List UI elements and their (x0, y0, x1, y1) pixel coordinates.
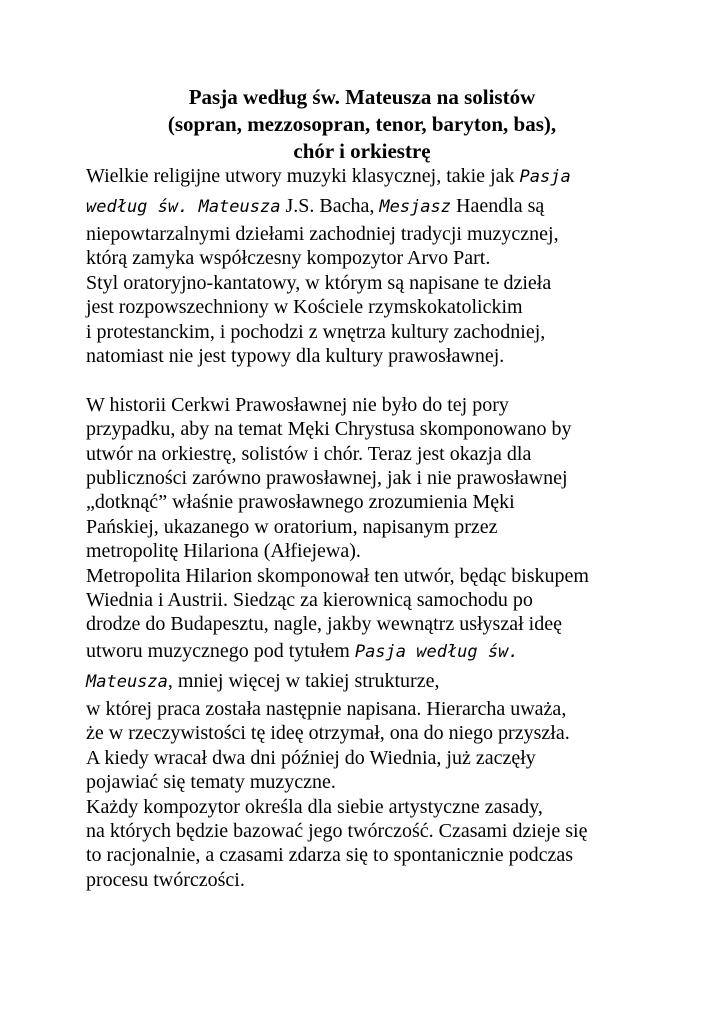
text-line (86, 162, 706, 192)
document-body (86, 162, 706, 892)
paragraph-composition (86, 564, 706, 795)
work-title: Pasja (519, 167, 571, 187)
text-line: na których będzie bazować jego twórczość. Czasami dzieje się (86, 819, 588, 842)
text-line (86, 192, 706, 222)
title-line: Pasja według św. Mateusza na solistów (188, 85, 536, 109)
text-line: i protestanckim, i pochodzi z wnętrza kultury zachodniej, (86, 320, 546, 343)
work-title: według św. Mateusza (86, 197, 281, 217)
text-line: „dotknąć” właśnie prawosławnego zrozumienia Męki (86, 491, 515, 514)
text-line: Styl oratoryjno-kantatowy, w którym są napisane te dzieła (86, 271, 552, 294)
paragraph-spacer (86, 368, 706, 392)
title-line: (sopran, mezzosopran, tenor, baryton, bas), (167, 112, 557, 136)
text-line: procesu twórczości. (86, 868, 245, 891)
text-line: to racjonalnie, a czasami zdarza się to spontanicznie podczas (86, 844, 573, 867)
text-line: Wiednia i Austrii. Siedząc za kierownicą samochodu po (86, 589, 533, 612)
text-run: , mniej więcej w takiej strukturze, (167, 669, 440, 692)
text-line (86, 667, 706, 697)
text-line (86, 637, 706, 667)
text-line: utwór na orkiestrę, solistów i chór. Teraz jest okazja dla (86, 442, 532, 465)
paragraph-intro (86, 162, 706, 368)
text-line: W historii Cerkwi Prawosławnej nie było do tej pory (86, 393, 509, 416)
text-line: przypadku, aby na temat Męki Chrystusa skomponowano by (86, 418, 572, 441)
document-title (80, 84, 644, 165)
text-line: którą zamyka współczesny kompozytor Arvo Part. (86, 247, 491, 270)
text-line: Metropolita Hilarion skomponował ten utwór, będąc biskupem (86, 564, 589, 587)
text-run: utworu muzycznego pod tytułem (86, 639, 355, 662)
paragraph-history (86, 393, 706, 564)
text-line: metropolitę Hilariona (Ałfiejewa). (86, 540, 361, 563)
work-title: Mateusza (86, 671, 168, 692)
text-line: Pańskiej, ukazanego w oratorium, napisanym przez (86, 515, 498, 538)
text-line: A kiedy wracał dwa dni później do Wiednia, już zaczęły (86, 746, 536, 769)
text-line: że w rzeczywistości tę ideę otrzymał, ona do niego przyszła. (86, 722, 570, 745)
text-line: w której praca została następnie napisana. Hierarcha uważa, (86, 697, 567, 720)
text-line: natomiast nie jest typowy dla kultury prawosławnej. (86, 345, 505, 368)
text-line: publiczności zarówno prawosławnej, jak i nie prawosławnej (86, 467, 568, 490)
text-line: pojawiać się tematy muzyczne. (86, 771, 336, 794)
title-line: chór i orkiestrę (293, 139, 431, 163)
work-title: Mesjasz (379, 197, 452, 217)
paragraph-creativity (86, 795, 706, 893)
text-run: J.S. Bacha, (280, 195, 380, 217)
work-title: Pasja według św. (354, 641, 519, 662)
text-run: Haendla są (451, 195, 545, 217)
text-run: Wielkie religijne utwory muzyki klasycznej, takie jak (86, 165, 520, 187)
text-line: jest rozpowszechniony w Kościele rzymskokatolickim (86, 296, 523, 319)
text-line: niepowtarzalnymi dziełami zachodniej tradycji muzycznej, (86, 223, 559, 245)
text-line: Każdy kompozytor określa dla siebie artystyczne zasady, (86, 795, 543, 818)
text-line: drodze do Budapesztu, nagle, jakby wewnątrz usłyszał ideę (86, 613, 562, 636)
